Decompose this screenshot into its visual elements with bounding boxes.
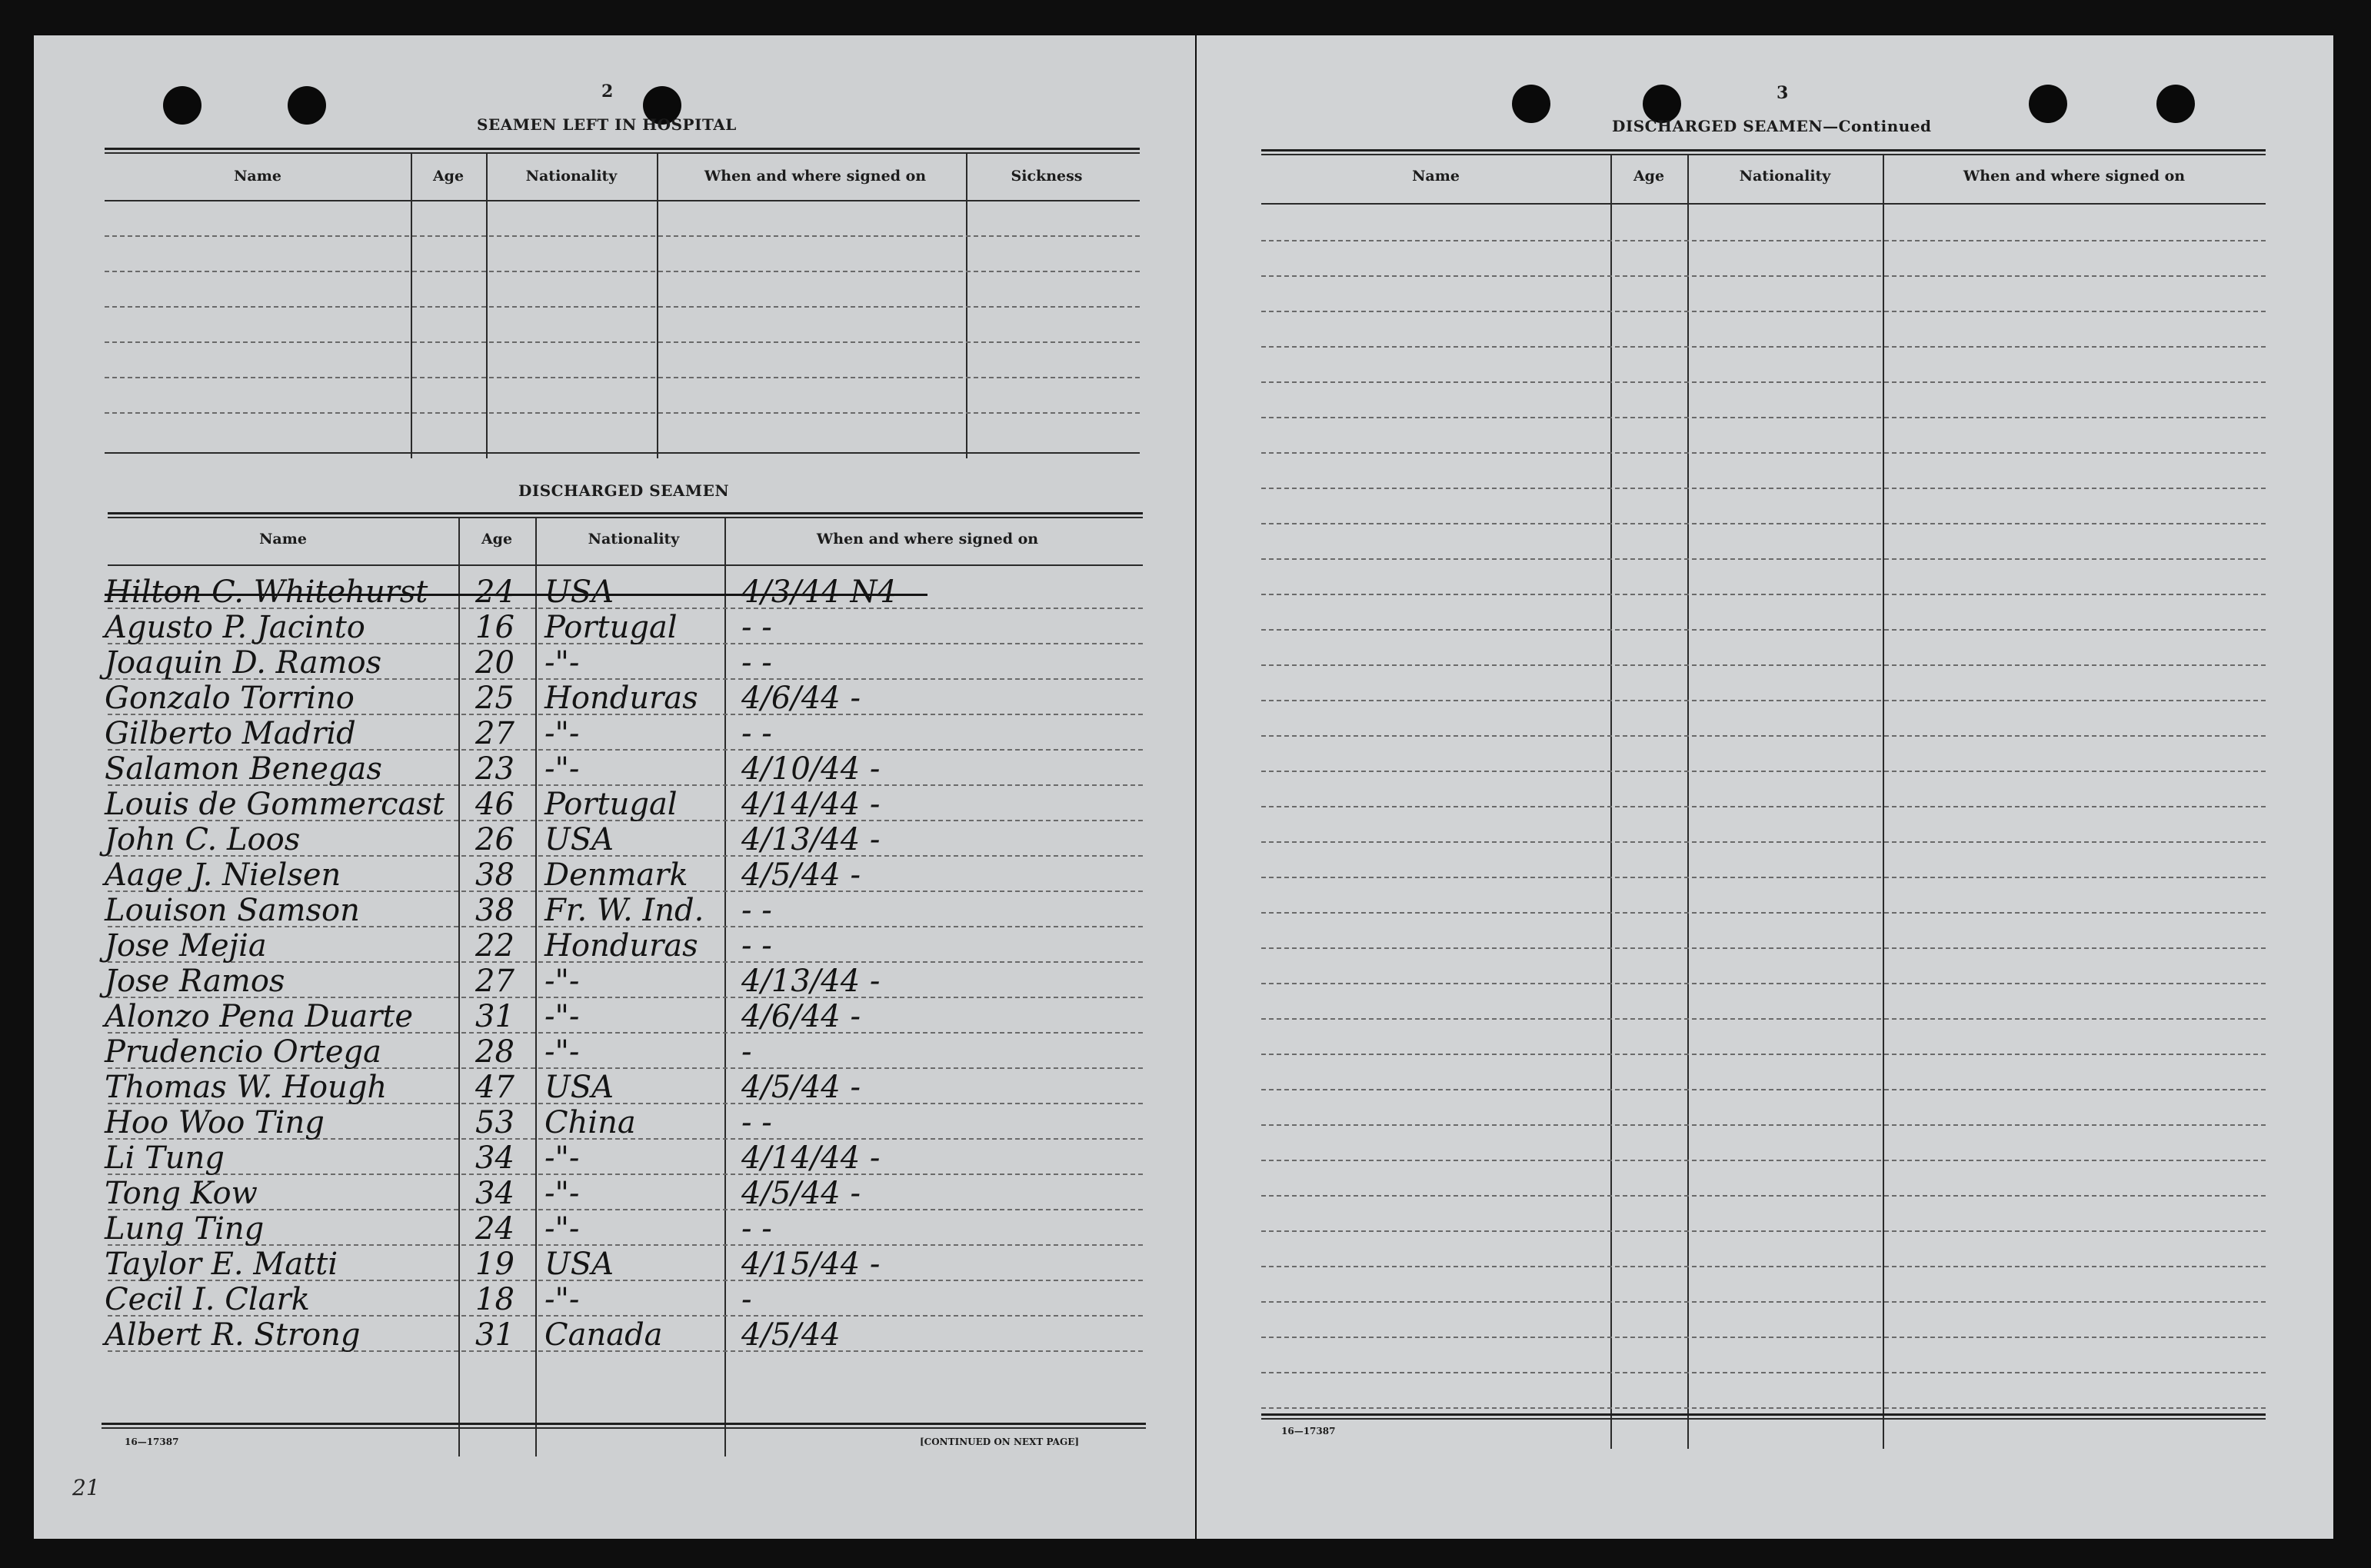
table-rule <box>105 152 1140 154</box>
seaman-age: 23 <box>475 751 514 787</box>
seaman-nationality: -"- <box>544 1282 580 1317</box>
seaman-age: 46 <box>475 787 514 822</box>
seaman-name: Gilberto Madrid <box>105 716 356 751</box>
table-rule <box>1261 149 2266 151</box>
seaman-nationality: USA <box>544 1247 614 1282</box>
seaman-signed-on: - - <box>741 928 772 964</box>
discharged-continued-title <box>1612 117 1932 135</box>
dotted-row-line <box>1261 1230 2266 1232</box>
dotted-row-line <box>1261 1337 2266 1338</box>
discharged-col-signed-on: When and where signed on <box>816 531 1039 548</box>
seaman-nationality: Portugal <box>544 610 678 645</box>
seaman-signed-on: 4/14/44 - <box>741 787 881 822</box>
seaman-signed-on: - - <box>741 1211 772 1247</box>
seaman-signed-on: 4/6/44 - <box>741 681 861 716</box>
punch-hole <box>288 86 326 125</box>
seaman-name: Prudencio Ortega <box>105 1034 381 1070</box>
seaman-signed-on: - - <box>741 645 772 681</box>
seaman-nationality: -"- <box>544 1211 580 1247</box>
seaman-age: 24 <box>475 1211 514 1247</box>
dotted-row-line <box>1261 947 2266 949</box>
seaman-signed-on: 4/10/44 - <box>741 751 881 787</box>
seaman-name: Gonzalo Torrino <box>105 681 355 716</box>
hospital-col-signed-on: When and where signed on <box>704 168 927 185</box>
seaman-name: Aage J. Nielsen <box>105 857 341 893</box>
seaman-name: Jose Ramos <box>105 964 285 999</box>
seaman-name: Tong Kow <box>105 1176 258 1211</box>
dotted-row-line <box>1261 381 2266 383</box>
seaman-signed-on: 4/5/44 - <box>741 857 861 893</box>
seaman-nationality: -"- <box>544 999 580 1034</box>
dotted-row-line <box>1261 629 2266 631</box>
table-rule <box>102 1423 1146 1425</box>
seaman-age: 34 <box>475 1140 514 1176</box>
dotted-row-line <box>1261 806 2266 807</box>
seaman-nationality: China <box>544 1105 636 1140</box>
dotted-row-line <box>1261 594 2266 595</box>
table-rule <box>1261 1413 2266 1416</box>
dotted-row-line <box>105 271 1140 272</box>
seaman-nationality: -"- <box>544 1176 580 1211</box>
dotted-row-line <box>1261 1195 2266 1197</box>
seaman-age: 47 <box>475 1070 514 1105</box>
continued-col-signed-on: When and where signed on <box>1963 168 2186 185</box>
seaman-nationality: Honduras <box>544 928 698 964</box>
table-rule <box>102 1427 1146 1429</box>
seaman-name: Agusto P. Jacinto <box>105 610 365 645</box>
column-divider <box>1883 154 1884 1449</box>
dotted-row-line <box>108 1209 1143 1210</box>
punch-hole <box>1512 85 1550 123</box>
seaman-age: 31 <box>475 999 514 1034</box>
table-rule <box>105 148 1140 150</box>
seaman-nationality: -"- <box>544 645 580 681</box>
punch-hole <box>2156 85 2195 123</box>
page-number: 3 <box>1777 83 1789 103</box>
dotted-row-line <box>1261 1089 2266 1090</box>
seaman-nationality: -"- <box>544 716 580 751</box>
seaman-age: 26 <box>475 822 514 857</box>
seaman-signed-on: 4/5/44 - <box>741 1070 861 1105</box>
dotted-row-line <box>1261 664 2266 666</box>
seaman-name: Lung Ting <box>105 1211 265 1247</box>
corner-mark: 21 <box>72 1475 100 1500</box>
punch-hole <box>163 86 201 125</box>
table-rule <box>108 564 1143 566</box>
seaman-signed-on: - <box>741 1034 752 1070</box>
seaman-signed-on: - - <box>741 1105 772 1140</box>
dotted-row-line <box>1261 912 2266 914</box>
dotted-row-line <box>105 306 1140 308</box>
seaman-nationality: -"- <box>544 964 580 999</box>
seaman-signed-on: - <box>741 1282 752 1317</box>
hospital-col-sickness: Sickness <box>1011 168 1083 185</box>
table-rule <box>105 200 1140 201</box>
seaman-signed-on: 4/13/44 - <box>741 822 881 857</box>
seaman-name: Li Tung <box>105 1140 225 1176</box>
dotted-row-line <box>1261 1372 2266 1373</box>
seaman-age: 25 <box>475 681 514 716</box>
seaman-nationality: -"- <box>544 751 580 787</box>
seaman-name: Hilton C. Whitehurst <box>105 574 428 610</box>
column-divider <box>1687 154 1689 1449</box>
seaman-age: 24 <box>475 574 514 610</box>
table-rule <box>1261 1418 2266 1420</box>
seaman-signed-on: 4/5/44 - <box>741 1176 861 1211</box>
seaman-age: 38 <box>475 857 514 893</box>
seaman-signed-on: - - <box>741 610 772 645</box>
hospital-col-name: Name <box>234 168 281 185</box>
dotted-row-line <box>1261 346 2266 348</box>
hospital-col-nationality: Nationality <box>525 168 618 185</box>
left-page <box>34 35 1195 1539</box>
seaman-nationality: USA <box>544 822 614 857</box>
seaman-signed-on: - - <box>741 893 772 928</box>
seaman-name: Cecil I. Clark <box>105 1282 310 1317</box>
seaman-age: 27 <box>475 716 514 751</box>
seaman-nationality: Fr. W. Ind. <box>544 893 704 928</box>
title-suffix: —Continued <box>1823 117 1932 135</box>
page-number: 2 <box>601 82 614 102</box>
seaman-name: Taylor E. Matti <box>105 1247 338 1282</box>
discharged-col-name: Name <box>259 531 307 548</box>
seaman-signed-on: 4/13/44 - <box>741 964 881 999</box>
dotted-row-line <box>1261 1266 2266 1267</box>
dotted-row-line <box>1261 452 2266 454</box>
seaman-name: Alonzo Pena Duarte <box>105 999 414 1034</box>
seaman-nationality: USA <box>544 574 614 610</box>
dotted-row-line <box>1261 1407 2266 1409</box>
dotted-row-line <box>1261 1018 2266 1020</box>
seaman-age: 28 <box>475 1034 514 1070</box>
seaman-signed-on: 4/14/44 - <box>741 1140 881 1176</box>
dotted-row-line <box>1261 240 2266 241</box>
dotted-row-line <box>1261 841 2266 843</box>
dotted-row-line <box>1261 877 2266 878</box>
seaman-nationality: Canada <box>544 1317 663 1353</box>
dotted-row-line <box>105 377 1140 378</box>
seaman-nationality: -"- <box>544 1034 580 1070</box>
hospital-section-title: SEAMEN LEFT IN HOSPITAL <box>477 115 737 134</box>
continued-note: [CONTINUED ON NEXT PAGE] <box>920 1437 1080 1447</box>
continued-col-age: Age <box>1633 168 1665 185</box>
seaman-name: Joaquin D. Ramos <box>105 645 382 681</box>
seaman-name: Louis de Gommercast <box>105 787 445 822</box>
table-rule <box>108 517 1143 518</box>
discharged-col-age: Age <box>481 531 513 548</box>
discharged-col-nationality: Nationality <box>588 531 680 548</box>
seaman-signed-on: 4/5/44 <box>741 1317 841 1353</box>
continued-col-name: Name <box>1412 168 1460 185</box>
dotted-row-line <box>1261 523 2266 524</box>
dotted-row-line <box>105 412 1140 414</box>
seaman-nationality: Denmark <box>544 857 688 893</box>
dotted-row-line <box>1261 488 2266 489</box>
seaman-name: Albert R. Strong <box>105 1317 361 1353</box>
seaman-signed-on: 4/15/44 - <box>741 1247 881 1282</box>
table-rule <box>1261 203 2266 205</box>
seaman-name: Thomas W. Hough <box>105 1070 388 1105</box>
seaman-signed-on: - - <box>741 716 772 751</box>
seaman-signed-on: 4/6/44 - <box>741 999 861 1034</box>
seaman-age: 22 <box>475 928 514 964</box>
seaman-age: 16 <box>475 610 514 645</box>
dotted-row-line <box>1261 275 2266 277</box>
seaman-age: 34 <box>475 1176 514 1211</box>
hospital-col-age: Age <box>432 168 465 185</box>
seaman-nationality: -"- <box>544 1140 580 1176</box>
seaman-age: 53 <box>475 1105 514 1140</box>
discharged-section-title: DISCHARGED SEAMEN <box>518 481 730 500</box>
seaman-age: 18 <box>475 1282 514 1317</box>
seaman-name: Hoo Woo Ting <box>105 1105 325 1140</box>
seaman-name: Salamon Benegas <box>105 751 382 787</box>
dotted-row-line <box>1261 771 2266 772</box>
seaman-age: 38 <box>475 893 514 928</box>
column-divider <box>1610 154 1612 1449</box>
dotted-row-line <box>1261 983 2266 984</box>
dotted-row-line <box>108 1174 1143 1175</box>
strike-through-line <box>105 594 927 596</box>
seaman-signed-on: 4/3/44 N4 <box>741 574 897 610</box>
punch-hole <box>2029 85 2067 123</box>
seaman-name: John C. Loos <box>105 822 301 857</box>
dotted-row-line <box>1261 417 2266 418</box>
dotted-row-line <box>105 235 1140 237</box>
form-number: 16—17387 <box>1281 1426 1336 1437</box>
dotted-row-line <box>1261 700 2266 701</box>
seaman-nationality: Portugal <box>544 787 678 822</box>
seaman-nationality: Honduras <box>544 681 698 716</box>
dotted-row-line <box>1261 1054 2266 1055</box>
seaman-age: 31 <box>475 1317 514 1353</box>
table-rule <box>105 452 1140 454</box>
right-page <box>1197 35 2333 1539</box>
dotted-row-line <box>1261 1301 2266 1303</box>
dotted-row-line <box>105 341 1140 343</box>
continued-col-nationality: Nationality <box>1739 168 1831 185</box>
form-number: 16—17387 <box>125 1437 179 1447</box>
table-rule <box>1261 154 2266 155</box>
dotted-row-line <box>1261 735 2266 737</box>
dotted-row-line <box>1261 311 2266 312</box>
title-main: DISCHARGED SEAMEN <box>1612 117 1823 135</box>
seaman-age: 27 <box>475 964 514 999</box>
dotted-row-line <box>1261 1124 2266 1126</box>
seaman-age: 20 <box>475 645 514 681</box>
seaman-name: Louison Samson <box>105 893 360 928</box>
dotted-row-line <box>1261 1160 2266 1161</box>
seaman-nationality: USA <box>544 1070 614 1105</box>
seaman-age: 19 <box>475 1247 514 1282</box>
dotted-row-line <box>1261 558 2266 560</box>
seaman-name: Jose Mejia <box>105 928 267 964</box>
table-rule <box>108 512 1143 514</box>
